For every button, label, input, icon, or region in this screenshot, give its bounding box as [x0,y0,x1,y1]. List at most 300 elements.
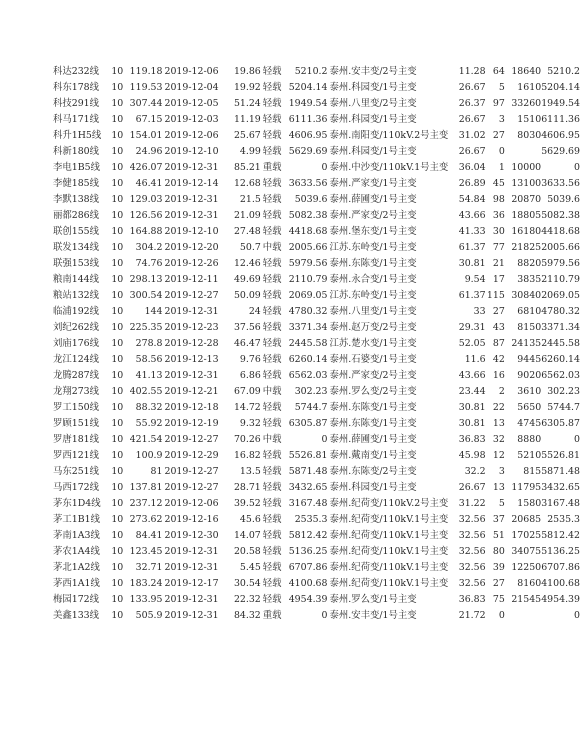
cell-remaining-capacity: 2069.05 [288,290,328,302]
cell-voltage: 10 [111,338,124,350]
cell-load-current: 119.53 [129,82,163,94]
cell-available-capacity: 6260.14 [541,354,580,366]
cell-load-current: 123.45 [129,546,163,558]
cell-user-count: 13 [492,418,505,430]
cell-load-current: 164.88 [129,226,163,238]
cell-load-status: 轻载 [262,418,282,430]
cell-date: 2019-12-10 [164,226,219,238]
cell-user-count: 5 [498,82,505,94]
cell-load-status: 重载 [262,162,282,174]
cell-substation-transformer: 泰州.薛圃变/1号主变 [329,194,417,206]
cell-voltage: 10 [111,498,124,510]
cell-date: 2019-12-14 [164,178,219,190]
cell-user-count: 3 [498,466,505,478]
cell-voltage: 10 [111,514,124,526]
cell-load-status: 轻载 [262,306,282,318]
cell-transformer-load-rate: 36.83 [458,434,486,446]
cell-line-name: 联创155线 [53,226,100,238]
cell-available-capacity: 5979.56 [541,258,580,270]
cell-load-status: 轻载 [262,498,282,510]
cell-line-name: 龙江124线 [53,354,100,366]
cell-load-rate: 9.76 [239,354,261,366]
cell-transformer-load-rate: 26.67 [458,146,486,158]
cell-installed-capacity: 8030 [517,130,542,142]
cell-remaining-capacity: 6305.87 [288,418,328,430]
cell-load-current: 100.9 [135,450,163,462]
cell-installed-capacity: 24135 [511,338,542,350]
cell-load-rate: 14.07 [233,530,261,542]
cell-voltage: 10 [111,146,124,158]
table-row [0,304,580,320]
cell-installed-capacity: 11795 [511,482,542,494]
cell-load-status: 轻载 [262,370,282,382]
cell-remaining-capacity: 6707.86 [288,562,328,574]
cell-substation-transformer: 泰州.纪荷变/110kV.1号主变 [329,514,449,526]
cell-remaining-capacity: 2535.3 [294,514,328,526]
cell-load-current: 426.07 [129,162,163,174]
cell-user-count: 0 [498,610,505,622]
cell-available-capacity: 5082.38 [541,210,580,222]
cell-remaining-capacity: 2005.66 [288,242,328,254]
cell-remaining-capacity: 3167.48 [288,498,328,510]
cell-load-rate: 25.67 [233,130,261,142]
cell-remaining-capacity: 5526.81 [288,450,328,462]
cell-load-current: 74.76 [135,258,163,270]
cell-transformer-load-rate: 21.72 [458,610,486,622]
cell-line-name: 科达232线 [53,66,100,78]
cell-remaining-capacity: 5210.2 [294,66,328,78]
cell-voltage: 10 [111,578,124,590]
table-row [0,112,580,128]
cell-substation-transformer: 泰州.八里变/1号主变 [329,306,417,318]
cell-date: 2019-12-27 [164,482,219,494]
table-row [0,496,580,512]
cell-substation-transformer: 泰州.科园变/1号主变 [329,146,417,158]
cell-voltage: 10 [111,130,124,142]
cell-date: 2019-12-28 [164,338,219,350]
cell-load-status: 中载 [262,434,282,446]
cell-transformer-load-rate: 41.33 [458,226,486,238]
cell-date: 2019-12-27 [164,434,219,446]
cell-load-current: 225.35 [129,322,163,334]
cell-voltage: 10 [111,610,124,622]
cell-remaining-capacity: 5744.7 [294,402,328,414]
cell-line-name: 粮南144线 [53,274,100,286]
cell-line-name: 临浦192线 [53,306,100,318]
cell-voltage: 10 [111,594,124,606]
cell-substation-transformer: 泰州.堡东变/1号主变 [329,226,417,238]
cell-load-current: 183.24 [129,578,163,590]
cell-transformer-load-rate: 36.83 [458,594,486,606]
cell-line-name: 科新180线 [53,146,100,158]
cell-load-status: 轻载 [262,482,282,494]
cell-date: 2019-12-30 [164,530,219,542]
cell-load-rate: 84.32 [233,610,261,622]
cell-installed-capacity [505,608,541,624]
table-row [0,80,580,96]
cell-load-current: 129.03 [129,194,163,206]
cell-remaining-capacity: 5871.48 [288,466,328,478]
table-row [0,368,580,384]
cell-available-capacity: 0 [574,610,580,622]
table-row [0,480,580,496]
cell-load-status: 轻载 [262,322,282,334]
table-row [0,240,580,256]
cell-load-rate: 85.21 [233,162,261,174]
cell-voltage: 10 [111,226,124,238]
cell-load-status: 轻载 [262,98,282,110]
cell-installed-capacity: 1610 [517,82,542,94]
table-row [0,432,580,448]
cell-load-rate: 11.19 [233,114,261,126]
cell-load-rate: 13.5 [239,466,261,478]
cell-substation-transformer: 泰州.纪荷变/110kV.1号主变 [329,530,449,542]
cell-transformer-load-rate: 32.56 [458,530,486,542]
cell-load-rate: 45.6 [239,514,261,526]
table-row [0,288,580,304]
cell-load-status: 中载 [262,242,282,254]
table-row [0,96,580,112]
cell-transformer-load-rate: 26.89 [458,178,486,190]
cell-remaining-capacity: 5039.6 [294,194,328,206]
cell-load-rate: 22.32 [233,594,261,606]
cell-installed-capacity: 18805 [511,210,542,222]
cell-available-capacity: 6707.86 [541,562,580,574]
cell-remaining-capacity: 3633.56 [288,178,328,190]
cell-installed-capacity: 8820 [517,258,542,270]
cell-load-rate: 46.47 [233,338,261,350]
cell-date: 2019-12-21 [164,386,219,398]
cell-transformer-load-rate: 23.44 [458,386,486,398]
cell-available-capacity: 5210.2 [547,66,580,78]
cell-user-count: 30 [492,226,505,238]
cell-installed-capacity: 13100 [511,178,542,190]
cell-date: 2019-12-05 [164,98,219,110]
cell-date: 2019-12-31 [164,594,219,606]
cell-load-current: 67.15 [135,114,163,126]
table-row [0,384,580,400]
cell-transformer-load-rate: 32.56 [458,514,486,526]
cell-installed-capacity: 5210 [517,450,542,462]
cell-transformer-load-rate: 61.37 [458,242,486,254]
cell-load-rate: 37.56 [233,322,261,334]
cell-installed-capacity: 17025 [511,530,542,542]
cell-installed-capacity: 8880 [517,434,542,446]
cell-date: 2019-12-19 [164,418,219,430]
cell-user-count: 16 [492,370,505,382]
cell-installed-capacity: 10000 [511,162,542,174]
cell-voltage: 10 [111,290,124,302]
cell-remaining-capacity: 5136.25 [288,546,328,558]
cell-line-name: 李健185线 [53,178,100,190]
cell-date: 2019-12-13 [164,354,219,366]
cell-substation-transformer: 泰州.赵万变/2号主变 [329,322,417,334]
table-row [0,448,580,464]
cell-substation-transformer: 泰州.八里变/2号主变 [329,98,417,110]
cell-user-count: 27 [492,130,505,142]
cell-load-status: 轻载 [262,290,282,302]
cell-installed-capacity: 20870 [511,194,542,206]
cell-line-name: 茅农1A4线 [53,546,100,558]
cell-remaining-capacity: 3371.34 [288,322,328,334]
cell-load-rate: 28.71 [233,482,261,494]
table-row [0,416,580,432]
cell-substation-transformer: 泰州.南阳变/110kV.2号主变 [329,130,449,142]
table-row [0,528,580,544]
cell-load-current: 88.32 [135,402,163,414]
cell-installed-capacity: 815 [523,466,542,478]
cell-substation-transformer: 江苏.楚水变/1号主变 [329,338,417,350]
cell-remaining-capacity: 0 [321,610,328,622]
cell-substation-transformer: 泰州.严家变/1号主变 [329,178,417,190]
cell-user-count: 77 [492,242,505,254]
cell-load-status: 轻载 [262,194,282,206]
cell-load-rate: 9.32 [239,418,261,430]
cell-load-rate: 19.92 [233,82,261,94]
cell-date: 2019-12-18 [164,402,219,414]
cell-date: 2019-12-06 [164,66,219,78]
cell-voltage: 10 [111,242,124,254]
cell-user-count: 36 [492,210,505,222]
cell-remaining-capacity: 4606.95 [288,130,328,142]
table-row [0,352,580,368]
cell-date: 2019-12-31 [164,306,219,318]
table-row [0,128,580,144]
table-row [0,192,580,208]
cell-load-current: 505.9 [135,610,163,622]
table-row [0,544,580,560]
cell-available-capacity: 2535.3 [547,514,580,526]
cell-available-capacity: 5812.42 [541,530,580,542]
cell-substation-transformer: 泰州.科园变/1号主变 [329,82,417,94]
cell-load-current: 402.55 [129,386,163,398]
cell-available-capacity: 5744.7 [547,402,580,414]
cell-transformer-load-rate: 45.98 [458,450,486,462]
cell-user-count: 45 [492,178,505,190]
cell-load-current: 421.54 [129,434,163,446]
cell-date: 2019-12-31 [164,370,219,382]
cell-load-rate: 19.86 [233,66,261,78]
cell-voltage: 10 [111,434,124,446]
cell-remaining-capacity: 4418.68 [288,226,328,238]
cell-available-capacity: 5629.69 [541,146,580,158]
cell-load-current: 55.92 [135,418,163,430]
cell-date: 2019-12-31 [164,546,219,558]
cell-line-name: 科东178线 [53,82,100,94]
cell-date: 2019-12-10 [164,146,219,158]
cell-user-count: 32 [492,434,505,446]
cell-user-count: 43 [492,322,505,334]
cell-load-current: 119.18 [129,66,163,78]
cell-installed-capacity: 9445 [517,354,542,366]
cell-voltage: 10 [111,210,124,222]
cell-line-name: 丽都286线 [53,210,100,222]
cell-installed-capacity: 1580 [517,498,542,510]
cell-date: 2019-12-17 [164,578,219,590]
cell-voltage: 10 [111,450,124,462]
cell-load-current: 298.13 [129,274,163,286]
cell-load-status: 轻载 [262,82,282,94]
cell-transformer-load-rate: 33 [473,306,486,318]
cell-substation-transformer: 泰州.纪荷变/110kV.1号主变 [329,546,449,558]
table-row [0,464,580,480]
table-row [0,592,580,608]
cell-substation-transformer: 泰州.罗么变/2号主变 [329,386,417,398]
cell-voltage: 10 [111,178,124,190]
cell-user-count: 27 [492,306,505,318]
cell-available-capacity: 6562.03 [541,370,580,382]
cell-line-name: 梅园172线 [53,594,100,606]
cell-substation-transformer: 泰州.严家变/2号主变 [329,370,417,382]
cell-available-capacity: 5204.14 [541,82,580,94]
cell-load-status: 轻载 [262,274,282,286]
cell-date: 2019-12-23 [164,322,219,334]
cell-available-capacity: 2005.66 [541,242,580,254]
cell-substation-transformer: 泰州.安丰变/2号主变 [329,66,417,78]
table-row [0,224,580,240]
cell-load-current: 300.54 [129,290,163,302]
cell-date: 2019-12-27 [164,466,219,478]
cell-installed-capacity: 3610 [517,386,542,398]
cell-line-name: 刘庙176线 [53,338,100,350]
cell-available-capacity: 5039.6 [547,194,580,206]
cell-remaining-capacity: 4780.32 [288,306,328,318]
cell-load-current: 46.41 [135,178,163,190]
cell-user-count: 3 [498,114,505,126]
cell-substation-transformer: 泰州.薛圃变/1号主变 [329,434,417,446]
cell-user-count: 17 [492,274,505,286]
table-row [0,208,580,224]
cell-transformer-load-rate: 26.37 [458,98,486,110]
table-row [0,64,580,80]
cell-load-status: 轻载 [262,578,282,590]
cell-load-current: 58.56 [135,354,163,366]
cell-line-name: 茅西1A1线 [53,578,100,590]
cell-date: 2019-12-20 [164,242,219,254]
cell-line-name: 龙腾287线 [53,370,100,382]
cell-date: 2019-12-03 [164,114,219,126]
cell-remaining-capacity: 0 [321,434,328,446]
cell-substation-transformer: 泰州.永合变/1号主变 [329,274,417,286]
cell-load-rate: 50.7 [239,242,261,254]
cell-voltage: 10 [111,194,124,206]
cell-voltage: 10 [111,66,124,78]
cell-substation-transformer: 泰州.东陈变/1号主变 [329,402,417,414]
cell-transformer-load-rate: 32.56 [458,578,486,590]
cell-voltage: 10 [111,82,124,94]
cell-date: 2019-12-06 [164,130,219,142]
cell-transformer-load-rate: 32.56 [458,546,486,558]
cell-substation-transformer: 泰州.东陈变/1号主变 [329,418,417,430]
cell-substation-transformer: 泰州.东陈变/1号主变 [329,258,417,270]
cell-voltage: 10 [111,562,124,574]
cell-transformer-load-rate: 26.67 [458,482,486,494]
cell-line-name: 罗顾151线 [53,418,100,430]
cell-user-count: 13 [492,482,505,494]
cell-date: 2019-12-31 [164,162,219,174]
cell-substation-transformer: 江苏.东岭变/1号主变 [329,242,417,254]
cell-transformer-load-rate: 30.81 [458,258,486,270]
cell-date: 2019-12-31 [164,610,219,622]
cell-load-status: 轻载 [262,130,282,142]
cell-available-capacity: 4606.95 [541,130,580,142]
cell-date: 2019-12-27 [164,290,219,302]
cell-voltage: 10 [111,98,124,110]
cell-voltage: 10 [111,466,124,478]
cell-remaining-capacity: 4100.68 [288,578,328,590]
cell-remaining-capacity: 5204.14 [288,82,328,94]
table-row [0,256,580,272]
cell-line-name: 茅北1A2线 [53,562,100,574]
cell-remaining-capacity: 6111.36 [288,114,328,126]
cell-remaining-capacity: 4954.39 [288,594,328,606]
cell-installed-capacity: 5650 [517,402,542,414]
cell-transformer-load-rate: 11.28 [458,66,486,78]
cell-remaining-capacity: 5629.69 [288,146,328,158]
cell-available-capacity: 5136.25 [541,546,580,558]
cell-load-status: 轻载 [262,114,282,126]
cell-line-name: 茅南1A3线 [53,530,100,542]
cell-available-capacity: 5871.48 [541,466,580,478]
cell-transformer-load-rate: 36.04 [458,162,486,174]
cell-available-capacity: 2445.58 [541,338,580,350]
feeder-load-table [0,64,580,624]
cell-line-name: 李电1B5线 [53,162,100,174]
cell-available-capacity: 5526.81 [541,450,580,462]
table-row [0,144,580,160]
cell-installed-capacity: 18640 [511,66,542,78]
cell-transformer-load-rate: 29.31 [458,322,486,334]
cell-load-current: 133.95 [129,594,163,606]
cell-substation-transformer: 泰州.科园变/1号主变 [329,114,417,126]
cell-installed-capacity: 4745 [517,418,542,430]
cell-load-status: 轻载 [262,450,282,462]
cell-load-current: 237.12 [129,498,163,510]
cell-load-current: 278.8 [135,338,163,350]
cell-load-current: 32.71 [135,562,163,574]
cell-transformer-load-rate: 9.54 [464,274,486,286]
cell-available-capacity: 3432.65 [541,482,580,494]
cell-available-capacity: 2110.79 [541,274,580,286]
cell-load-status: 轻载 [262,594,282,606]
cell-load-status: 轻载 [262,546,282,558]
cell-date: 2019-12-16 [164,514,219,526]
cell-available-capacity: 6111.36 [541,114,580,126]
cell-load-rate: 49.69 [233,274,261,286]
cell-user-count: 22 [492,402,505,414]
cell-load-status: 轻载 [262,354,282,366]
cell-remaining-capacity: 1949.54 [288,98,328,110]
cell-load-rate: 27.48 [233,226,261,238]
cell-transformer-load-rate: 26.67 [458,114,486,126]
cell-installed-capacity: 33260 [511,98,542,110]
cell-substation-transformer: 泰州.纪荷变/110kV.1号主变 [329,562,449,574]
cell-load-rate: 4.99 [239,146,261,158]
cell-remaining-capacity: 5082.38 [288,210,328,222]
cell-load-status: 重载 [262,610,282,622]
cell-user-count: 87 [492,338,505,350]
cell-available-capacity: 4418.68 [541,226,580,238]
cell-voltage: 10 [111,370,124,382]
table-body [0,64,580,624]
cell-transformer-load-rate: 54.84 [458,194,486,206]
cell-available-capacity: 3167.48 [541,498,580,510]
cell-user-count: 0 [498,146,505,158]
cell-line-name: 茅东1D4线 [53,498,101,510]
cell-substation-transformer: 泰州.中沙变/110kV.1号主变 [329,162,449,174]
table-row [0,400,580,416]
cell-load-rate: 20.58 [233,546,261,558]
